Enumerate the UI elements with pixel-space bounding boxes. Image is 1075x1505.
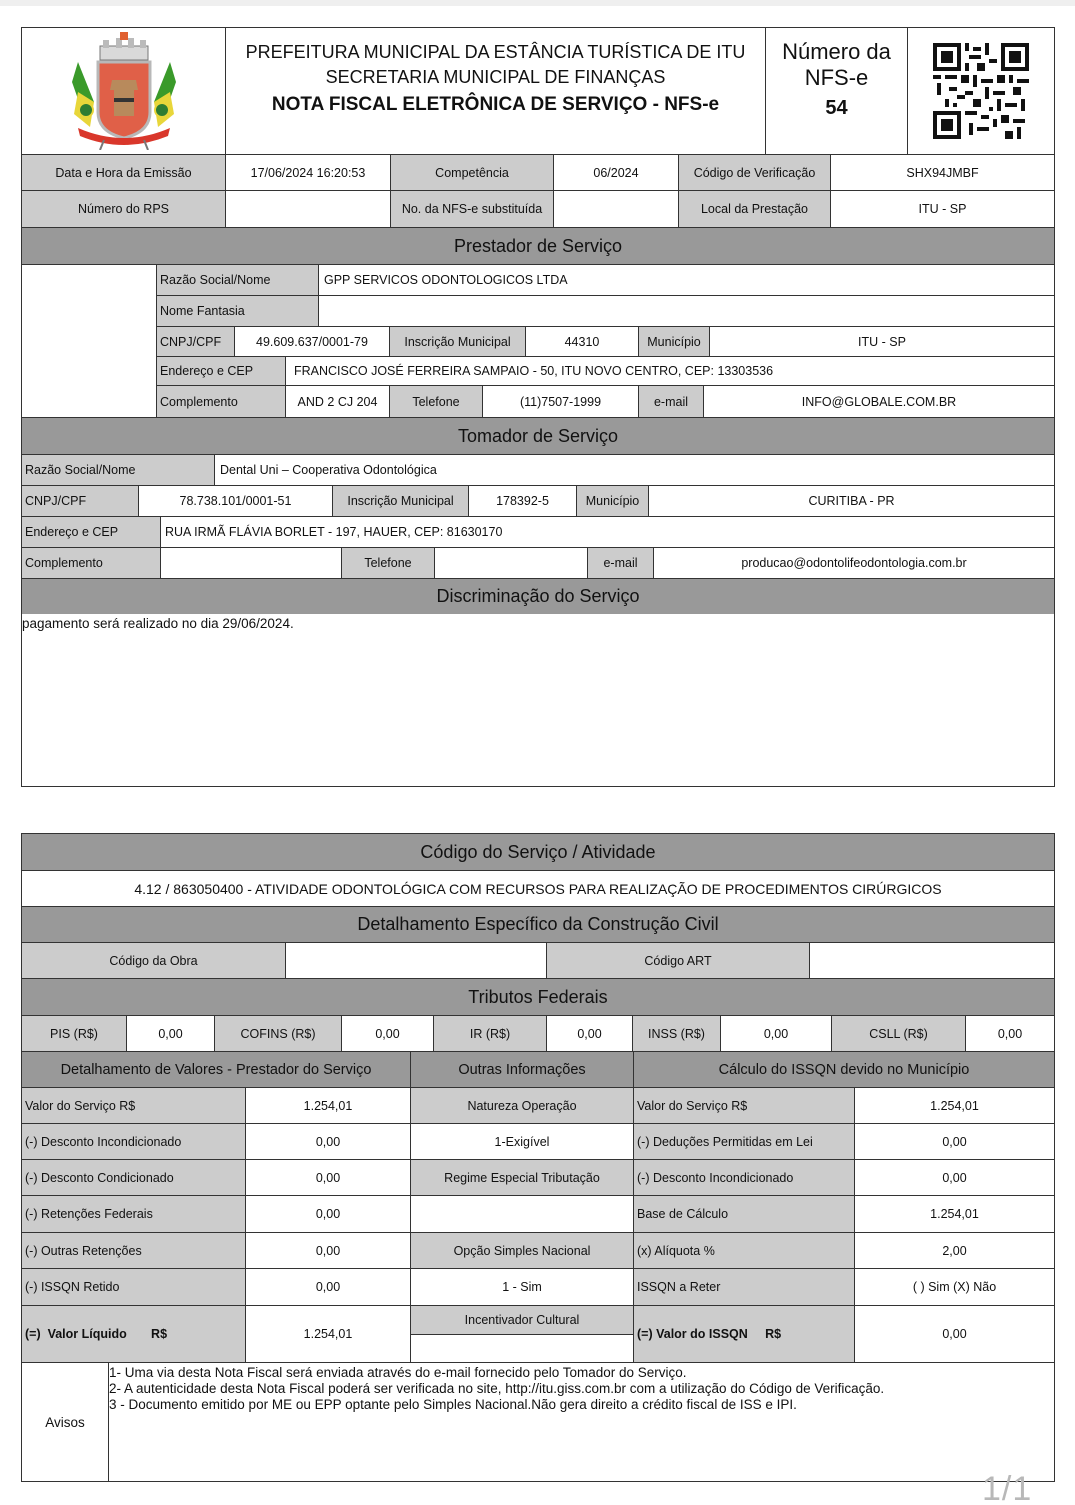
prestador-municipio-label: Município: [638, 326, 710, 357]
tomador-complemento-label: Complemento: [21, 547, 161, 579]
valores-row-value: 0,00: [245, 1123, 411, 1160]
prestador-fantasia-value: [318, 295, 1055, 327]
prestador-municipio-value: ITU - SP: [709, 326, 1055, 357]
incentivador-label: Incentivador Cultural: [410, 1305, 634, 1335]
valores-row-value: 0,00: [245, 1268, 411, 1306]
valor-issqn-value: 0,00: [854, 1305, 1055, 1363]
valores-row-label: (-) ISSQN Retido: [21, 1268, 246, 1306]
tributo-cofins-value: 0,00: [341, 1015, 434, 1052]
substituida-value: [553, 190, 679, 228]
municipal-coat-of-arms-icon: [64, 32, 184, 150]
valores-row-label: Valor do Serviço R$: [21, 1087, 246, 1124]
valores-row-value: 0,00: [245, 1159, 411, 1196]
aviso-line: 3 - Documento emitido por ME ou EPP optante pelo Simples Nacional.Não gera direito a crédito fiscal de ISS e IPI.: [109, 1397, 797, 1412]
aviso-line: 1- Uma via desta Nota Fiscal será enviada através do e-mail fornecido pelo Tomador do Serviço.: [109, 1365, 687, 1380]
tomador-razao-value: Dental Uni – Cooperativa Odontológica: [214, 454, 1055, 486]
natureza-value: 1-Exigível: [410, 1123, 634, 1160]
viewer-top-bar: [0, 0, 1075, 6]
valores-row-value: 0,00: [245, 1195, 411, 1233]
tomador-email-label: e-mail: [587, 547, 654, 579]
issqn-row-value: 1.254,01: [854, 1087, 1055, 1124]
header-line1: PREFEITURA MUNICIPAL DA ESTÂNCIA TURÍSTICA DE ITU: [245, 42, 746, 62]
prestador-cnpj-value: 49.609.637/0001-79: [234, 326, 390, 357]
codigo-servico-value: 4.12 / 863050400 - ATIVIDADE ODONTOLÓGICA COM RECURSOS PARA REALIZAÇÃO DE PROCEDIMENTOS CIRÚRGICOS: [21, 870, 1055, 907]
issqn-section-title: Cálculo do ISSQN devido no Município: [633, 1051, 1055, 1088]
prestador-telefone-label: Telefone: [389, 385, 483, 418]
codigo-art-label: Código ART: [546, 942, 810, 979]
tributos-section-title: Tributos Federais: [21, 978, 1055, 1016]
tomador-email-value[interactable]: producao@odontolifeodontologia.com.br: [653, 547, 1055, 579]
prestador-section-title: Prestador de Serviço: [21, 227, 1055, 265]
outras-section-title: Outras Informações: [410, 1051, 634, 1088]
tributo-ir-value: 0,00: [546, 1015, 633, 1052]
prestador-inscricao-value: 44310: [525, 326, 639, 357]
construcao-section-title: Detalhamento Específico da Construção Civil: [21, 906, 1055, 943]
qr-code-icon[interactable]: [933, 43, 1029, 139]
tributo-cofins-label: COFINS (R$): [214, 1015, 342, 1052]
valores-row-label: (-) Outras Retenções: [21, 1232, 246, 1269]
tributo-pis-label: PIS (R$): [21, 1015, 127, 1052]
valores-row-label: (-) Retenções Federais: [21, 1195, 246, 1233]
prestador-razao-label: Razão Social/Nome: [156, 264, 319, 296]
tributo-pis-value: 0,00: [126, 1015, 215, 1052]
verificacao-label: Código de Verificação: [678, 154, 831, 191]
document-title: NOTA FISCAL ELETRÔNICA DE SERVIÇO - NFS-e: [271, 94, 720, 115]
tomador-inscricao-value: 178392-5: [468, 485, 577, 517]
aviso-line: 2- A autenticidade desta Nota Fiscal poderá ser verificada no site, http://itu.giss.com.br com a utilização do Código de Verificação.: [109, 1381, 885, 1396]
emissao-value: 17/06/2024 16:20:53: [225, 154, 391, 191]
local-value: ITU - SP: [830, 190, 1055, 228]
valores-row-value: 1.254,01: [245, 1087, 411, 1124]
prestador-inscricao-label: Inscrição Municipal: [389, 326, 526, 357]
valores-row-value: 0,00: [245, 1232, 411, 1269]
avisos-label: [21, 1362, 109, 1482]
issqn-row-value: 0,00: [854, 1123, 1055, 1160]
logo-cell: [21, 27, 226, 155]
header-titles: [225, 27, 766, 155]
tomador-section-title: Tomador de Serviço: [21, 417, 1055, 455]
nfse-number-cell: [765, 27, 908, 155]
issqn-row-value: 0,00: [854, 1159, 1055, 1196]
competencia-label: Competência: [390, 154, 554, 191]
incentivador-value: [410, 1334, 634, 1363]
tributo-inss-value: 0,00: [720, 1015, 832, 1052]
issqn-row-label: ISSQN a Reter: [633, 1268, 855, 1306]
valores-section-title: Detalhamento de Valores - Prestador do Serviço: [21, 1051, 411, 1088]
valor-liquido-label: (=) Valor Líquido R$: [21, 1305, 246, 1363]
prestador-razao-value: GPP SERVICOS ODONTOLOGICOS LTDA: [318, 264, 1055, 296]
tributo-csll-label: CSLL (R$): [831, 1015, 966, 1052]
codigo-obra-value: [285, 942, 547, 979]
header-line2: SECRETARIA MUNICIPAL DE FINANÇAS: [325, 67, 666, 87]
prestador-cnpj-label: CNPJ/CPF: [156, 326, 235, 357]
tomador-telefone-label: Telefone: [341, 547, 435, 579]
local-label: Local da Prestação: [678, 190, 831, 228]
simples-label: Opção Simples Nacional: [410, 1232, 634, 1269]
codigo-art-value: [809, 942, 1055, 979]
tomador-municipio-value: CURITIBA - PR: [648, 485, 1055, 517]
prestador-logo-placeholder: [21, 264, 157, 418]
valor-liquido-value: 1.254,01: [245, 1305, 411, 1363]
tomador-endereco-label: Endereço e CEP: [21, 516, 161, 548]
issqn-row-label: Base de Cálculo: [633, 1195, 855, 1233]
tomador-telefone-value: [434, 547, 588, 579]
issqn-row-label: Valor do Serviço R$: [633, 1087, 855, 1124]
nfse-number-value: 54: [825, 97, 848, 119]
rps-label: Número do RPS: [21, 190, 226, 228]
issqn-row-label: (-) Deduções Permitidas em Lei: [633, 1123, 855, 1160]
prestador-endereco-label: Endereço e CEP: [156, 356, 286, 386]
regime-value: [410, 1195, 634, 1233]
tomador-municipio-label: Município: [576, 485, 649, 517]
tributo-ir-label: IR (R$): [433, 1015, 547, 1052]
tomador-inscricao-label: Inscrição Municipal: [332, 485, 469, 517]
tomador-complemento-value: [160, 547, 342, 579]
discriminacao-box: [21, 614, 1055, 787]
codigo-servico-section-title: Código do Serviço / Atividade: [21, 833, 1055, 871]
regime-label: Regime Especial Tributação: [410, 1159, 634, 1196]
tomador-razao-label: Razão Social/Nome: [21, 454, 215, 486]
discriminacao-text: pagamento será realizado no dia 29/06/2024.: [22, 616, 294, 631]
prestador-fantasia-label: Nome Fantasia: [156, 295, 319, 327]
rps-value: [225, 190, 391, 228]
issqn-row-value: ( ) Sim (X) Não: [854, 1268, 1055, 1306]
emissao-label: Data e Hora da Emissão: [21, 154, 226, 191]
valor-issqn-label: (=) Valor do ISSQN R$: [633, 1305, 855, 1363]
simples-value: 1 - Sim: [410, 1268, 634, 1306]
qr-cell[interactable]: [907, 27, 1055, 155]
nfse-number-label-2: NFS-e: [804, 65, 869, 90]
issqn-row-value: 2,00: [854, 1232, 1055, 1269]
tomador-cnpj-value: 78.738.101/0001-51: [138, 485, 333, 517]
tributo-inss-label: INSS (R$): [632, 1015, 721, 1052]
tributo-csll-value: 0,00: [965, 1015, 1055, 1052]
issqn-row-value: 1.254,01: [854, 1195, 1055, 1233]
issqn-row-label: (-) Desconto Incondicionado: [633, 1159, 855, 1196]
issqn-row-label: (x) Alíquota %: [633, 1232, 855, 1269]
valores-row-label: (-) Desconto Incondicionado: [21, 1123, 246, 1160]
prestador-email-label: e-mail: [638, 385, 704, 418]
natureza-label: Natureza Operação: [410, 1087, 634, 1124]
nfse-number-label-1: Número da: [782, 39, 891, 64]
avisos-label-text: Avisos: [45, 1414, 85, 1430]
prestador-complemento-label: Complemento: [156, 385, 286, 418]
page-indicator: 1/1: [982, 1470, 1033, 1505]
prestador-telefone-value: (11)7507-1999: [482, 385, 639, 418]
prestador-complemento-value: AND 2 CJ 204: [285, 385, 390, 418]
tomador-cnpj-label: CNPJ/CPF: [21, 485, 139, 517]
prestador-email-value[interactable]: INFO@GLOBALE.COM.BR: [703, 385, 1055, 418]
verificacao-value: SHX94JMBF: [830, 154, 1055, 191]
discriminacao-section-title: Discriminação do Serviço: [21, 578, 1055, 615]
competencia-value: 06/2024: [553, 154, 679, 191]
avisos-box: [108, 1362, 1055, 1482]
tomador-endereco-value: RUA IRMÃ FLÁVIA BORLET - 197, HAUER, CEP: 81630170: [160, 516, 1055, 548]
substituida-label: No. da NFS-e substituída: [390, 190, 554, 228]
prestador-endereco-value: FRANCISCO JOSÉ FERREIRA SAMPAIO - 50, ITU NOVO CENTRO, CEP: 13303536: [285, 356, 1055, 386]
codigo-obra-label: Código da Obra: [21, 942, 286, 979]
valores-row-label: (-) Desconto Condicionado: [21, 1159, 246, 1196]
